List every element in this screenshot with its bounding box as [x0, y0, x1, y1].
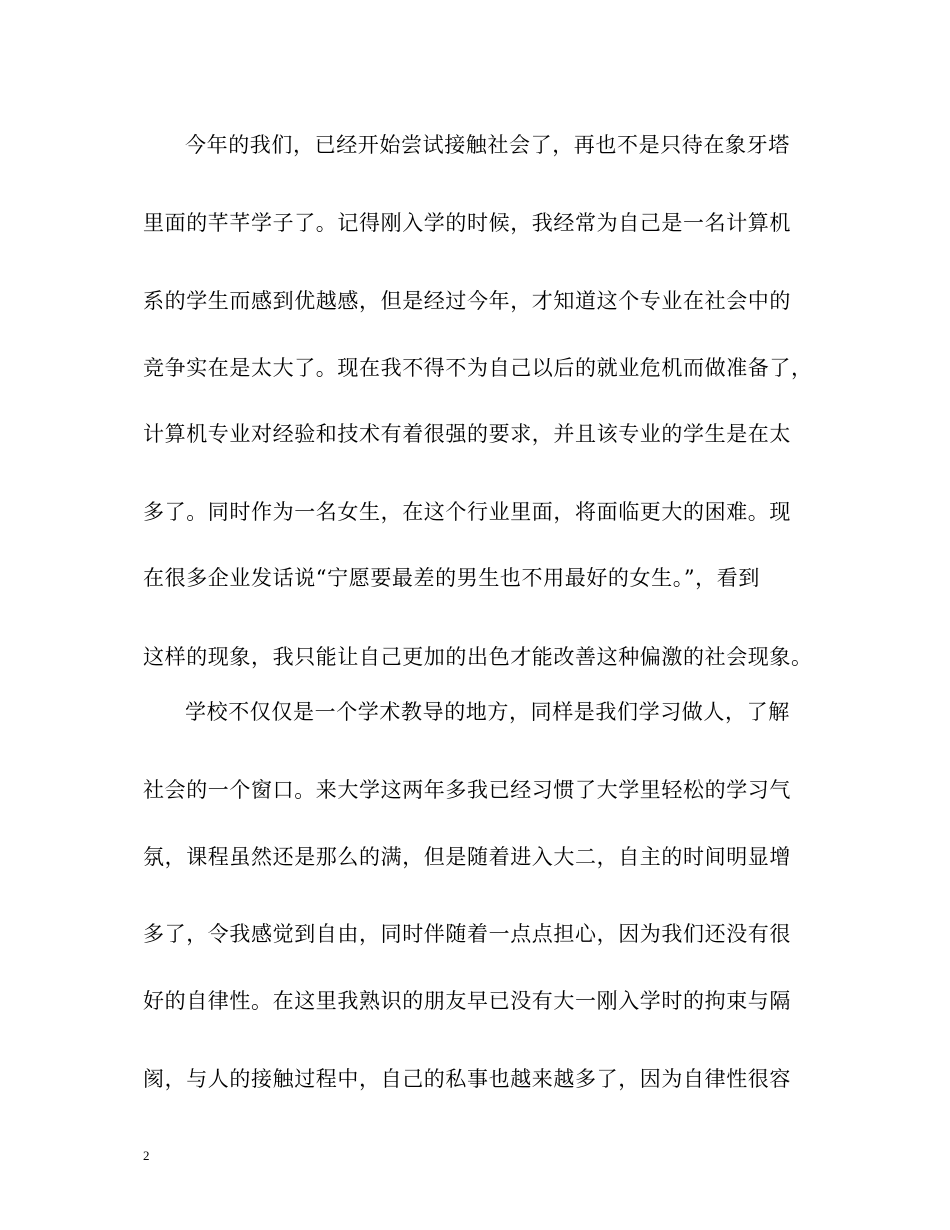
paragraph-1-line-5: 计算机专业对经验和技术有着很强的要求，并且该专业的学生是在太: [143, 422, 791, 446]
paragraph-2-line-6: 阂，与人的接触过程中，自己的私事也越来越多了，因为自律性很容: [143, 1067, 791, 1091]
paragraph-2-line-2: 社会的一个窗口。来大学这两年多我已经习惯了大学里轻松的学习气: [143, 778, 791, 802]
paragraph-1-line-3: 系的学生而感到优越感，但是经过今年，才知道这个专业在社会中的: [143, 289, 791, 313]
paragraph-1-line-2: 里面的芊芊学子了。记得刚入学的时候，我经常为自己是一名计算机: [143, 211, 791, 235]
paragraph-2-line-5: 好的自律性。在这里我熟识的朋友早已没有大一刚入学时的拘束与隔: [143, 989, 791, 1013]
paragraph-2-line-1: 学校不仅仅是一个学术教导的地方，同样是我们学习做人，了解: [185, 700, 790, 724]
paragraph-2-line-3: 氛，课程虽然还是那么的满，但是随着进入大二，自主的时间明显增: [143, 845, 791, 869]
paragraph-1-line-8: 这样的现象，我只能让自己更加的出色才能改善这种偏激的社会现象。: [143, 645, 813, 669]
paragraph-1-line-4: 竞争实在是太大了。现在我不得不为自己以后的就业危机而做准备了，: [143, 356, 813, 380]
paragraph-1-line-6: 多了。同时作为一名女生，在这个行业里面，将面临更大的困难。现: [143, 500, 791, 524]
paragraph-2-line-4: 多了，令我感觉到自由，同时伴随着一点点担心，因为我们还没有很: [143, 922, 791, 946]
paragraph-1-line-1: 今年的我们，已经开始尝试接触社会了，再也不是只待在象牙塔: [185, 133, 790, 157]
paragraph-1-line-7: 在很多企业发话说“宁愿要最差的男生也不用最好的女生。”，看到: [143, 566, 760, 590]
page-number: 2: [143, 1148, 150, 1163]
